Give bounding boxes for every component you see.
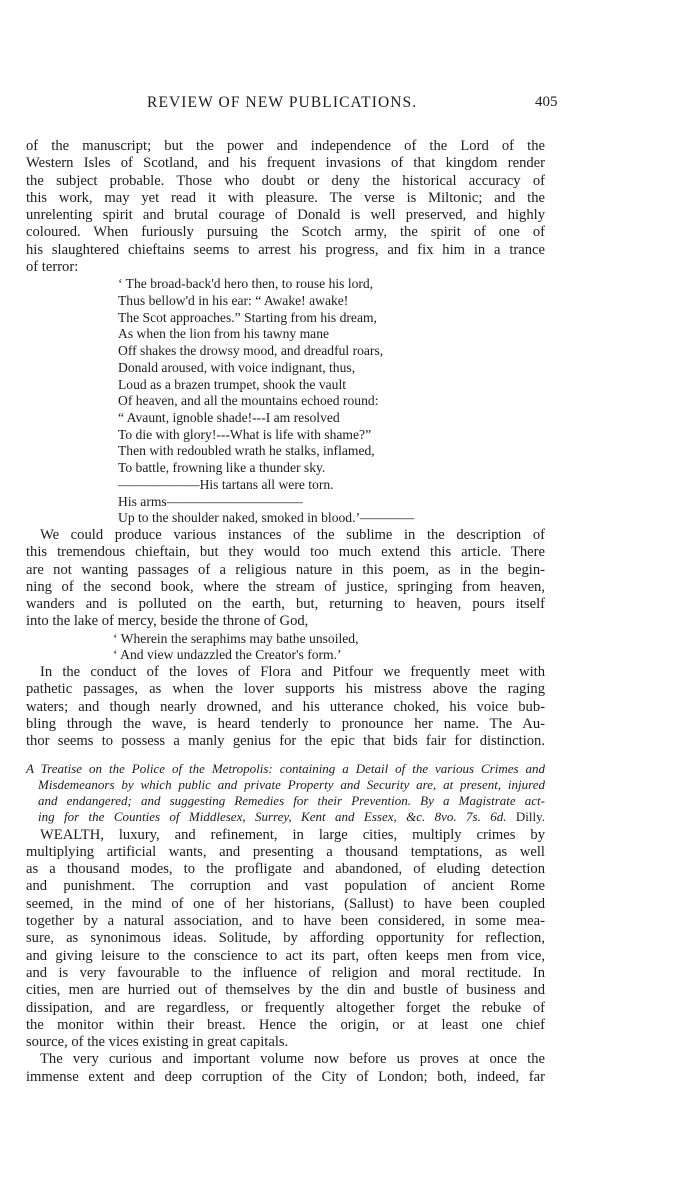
text-line: seemed, in the mind of one of her historians, (Sallust) to have been coupled: [26, 895, 545, 912]
verse-quotation: [118, 276, 545, 527]
text-line: together by a natural association, and to have been considered, in some mea-: [26, 913, 545, 930]
text-line: the monitor within their breast. Hence the origin, or at least one chief: [26, 1016, 545, 1033]
notice-line-last: [26, 809, 545, 825]
text-line: The very curious and important volume now before us proves at once the: [40, 1051, 545, 1068]
text-line: into the lake of mercy, beside the throne of God,: [26, 613, 309, 630]
verse-line: ——————His tartans all were torn.: [118, 476, 334, 492]
text-line: Western Isles of Scotland, and his frequent invasions of that kingdom render: [26, 155, 545, 172]
verse-line: ‘ Wherein the seraphims may bathe unsoiled,: [113, 630, 359, 646]
text-line: wanders and is polluted on the earth, but, returning to heaven, pours itself: [26, 596, 545, 613]
text-line: multiplying artificial wants, and presenting a thousand temptations, as well: [26, 843, 545, 860]
page-header: [0, 94, 697, 114]
verse-line: As when the lion from his tawny mane: [118, 326, 330, 342]
verse-line: ‘ And view undazzled the Creator's form.’: [113, 647, 342, 663]
text-line: waters; and though nearly drowned, and his utterance choked, his voice bub-: [26, 698, 545, 715]
text-line: unrelenting spirit and brutal courage of Donald is well preserved, and highly: [26, 207, 545, 224]
text-line: coloured. When furiously pursuing the Scotch army, the spirit of one of: [26, 224, 545, 241]
verse-line: Of heaven, and all the mountains echoed round:: [118, 393, 379, 409]
text-line: WEALTH, luxury, and refinement, in large cities, multiply crimes by: [40, 826, 545, 843]
notice-line: and endangered; and suggesting Remedies for their Prevention. By a Magistrate act-: [38, 792, 545, 808]
verse-line: To battle, frowning like a thunder sky.: [118, 460, 326, 476]
text-line: as a thousand modes, to the profligate and abandoned, of eluding detection: [26, 861, 545, 878]
text-line: sure, as synonimous ideas. Solitude, by affording opportunity for reflection,: [26, 930, 545, 947]
verse-line: “ Avaunt, ignoble shade!---I am resolved: [118, 410, 340, 425]
book-notice: [26, 761, 545, 825]
verse-line: Up to the shoulder naked, smoked in blood.’————: [118, 510, 415, 526]
notice-line: A Treatise on the Police of the Metropolis: containing a Detail of the various Crimes and: [26, 760, 545, 776]
text-line: and giving leisure to the conscience to act its part, often keeps men from vice,: [26, 947, 545, 964]
verse-line: To die with glory!---What is life with shame?”: [118, 426, 372, 442]
paragraph-manuscript: [26, 138, 545, 276]
page-body: [26, 138, 545, 1086]
page-number: 405: [535, 94, 558, 110]
text-line: source, of the vices existing in great capitals.: [26, 1034, 289, 1051]
text-line: this tremendous chieftain, but they would too much extend this article. There: [26, 544, 545, 561]
text-line: of the manuscript; but the power and independence of the Lord of the: [26, 138, 545, 154]
text-line: pathetic passages, as when the lover supports his mistress above the raging: [26, 681, 545, 698]
text-line: and is very favourable to the influence of religion and moral rectitude. In: [26, 964, 545, 981]
paragraph-wealth: [26, 827, 545, 1052]
text-line: dissipation, and are regardless, or frequently altogether forget the rebuke of: [26, 999, 545, 1016]
text-line: his slaughtered chieftains seems to arrest his progress, and fix him in a trance: [26, 241, 545, 258]
text-line: are not wanting passages of a religious nature in this poem, as in the begin-: [26, 561, 545, 578]
text-line: immense extent and deep corruption of the City of London; both, indeed, far: [26, 1068, 545, 1085]
paragraph-sublime: [26, 527, 545, 631]
text-line: of terror:: [26, 259, 79, 276]
verse-line: ‘ The broad-back'd hero then, to rouse his lord,: [118, 276, 374, 292]
notice-line: Misdemeanors by which public and private Property and Security are, at present, injured: [38, 776, 545, 792]
publisher: Dilly.: [515, 808, 546, 824]
text-line: bling through the wave, is heard tenderly to pronounce her name. The Au-: [26, 716, 545, 732]
text-line: We could produce various instances of the sublime in the description of: [40, 526, 545, 543]
text-line: the subject probable. Those who doubt or deny the historical accuracy of: [26, 172, 545, 189]
text-line: cities, men are hurried out of themselves by the din and bustle of business and: [26, 982, 545, 999]
text-line: In the conduct of the loves of Flora and Pitfour we frequently meet with: [40, 664, 545, 681]
verse-line: Then with redoubled wrath he stalks, inflamed,: [118, 443, 375, 459]
text-line: thor seems to possess a manly genius for the epic that bids fair for distinction.: [26, 733, 545, 750]
verse-line: The Scot approaches.” Starting from his dream,: [118, 309, 377, 325]
text-line: ning of the second book, where the stream of justice, springing from heaven,: [26, 578, 545, 595]
verse-line: Loud as a brazen trumpet, shook the vault: [118, 376, 347, 392]
paragraph-volume: [26, 1051, 545, 1086]
seraphim-quotation: [113, 631, 545, 664]
verse-line: Off shakes the drowsy mood, and dreadful roars,: [118, 343, 384, 359]
text-line: this work, may yet read it with pleasure. The verse is Miltonic; and the: [26, 189, 545, 206]
paragraph-flora-pitfour: [26, 664, 545, 750]
running-head: REVIEW OF NEW PUBLICATIONS.: [147, 94, 418, 111]
verse-line: His arms——————————: [118, 493, 303, 509]
verse-line: Donald aroused, with voice indignant, thus,: [118, 359, 356, 375]
verse-line: Thus bellow'd in his ear: “ Awake! awake!: [118, 293, 349, 309]
notice-line: ing for the Counties of Middlesex, Surrey, Kent and Essex, &c. 8vo. 7s. 6d.: [38, 808, 507, 824]
text-line: and punishment. The corruption and vast population of ancient Rome: [26, 878, 545, 895]
